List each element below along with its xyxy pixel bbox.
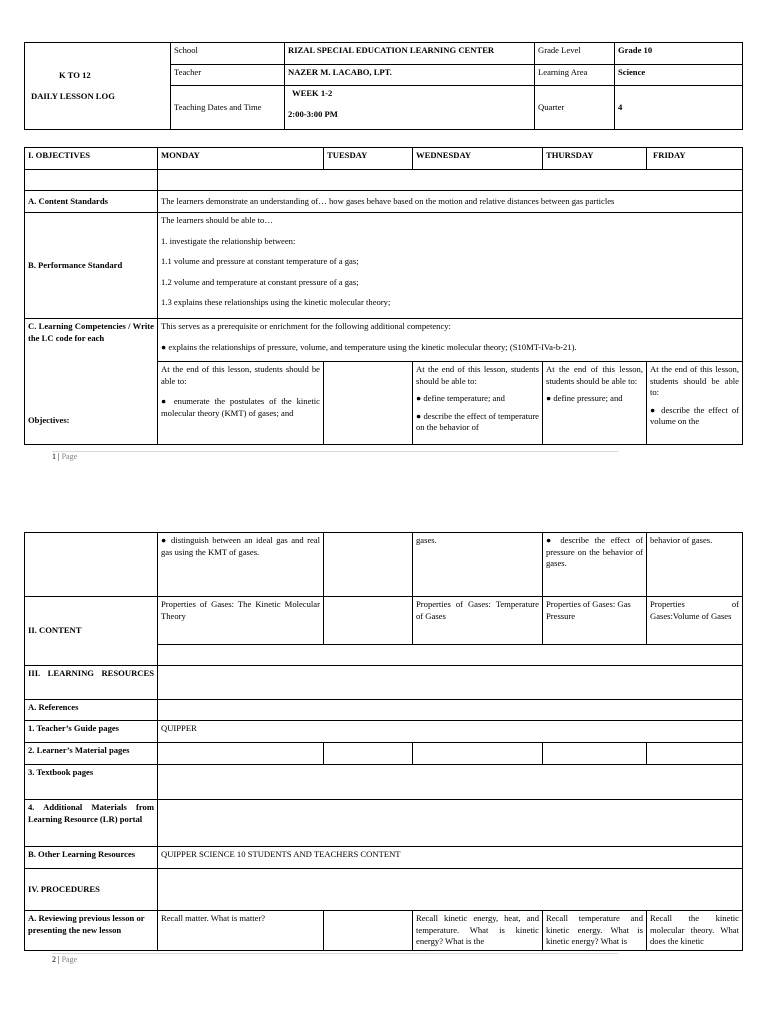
school-label: School: [171, 43, 285, 65]
objective-line: At the end of this lesson, students should be able to:: [161, 364, 320, 386]
header-table: [24, 42, 743, 130]
content-standards-text: The learners demonstrate an understanding of… how gases behave based on the motion and relative distances between gas particles: [158, 191, 743, 213]
references-value: [158, 700, 743, 721]
quarter-label: Quarter: [535, 86, 615, 130]
content-thursday: Properties of Gases: Gas Pressure: [543, 597, 647, 645]
other-resources-value: QUIPPER SCIENCE 10 STUDENTS AND TEACHERS CONTENT: [158, 847, 743, 869]
friday-objectives-cont: behavior of gases.: [647, 533, 743, 597]
learning-area-label: Learning Area: [535, 65, 615, 86]
procedures-label: IV. PROCEDURES: [25, 869, 158, 911]
performance-line: The learners should be able to…: [161, 215, 273, 225]
grade-level-label: Grade Level: [535, 43, 615, 65]
objective-line: ● define temperature; and: [416, 393, 505, 404]
page2-footer-line: [52, 953, 618, 954]
review-wednesday: Recall kinetic energy, heat, and temperature. What is kinetic energy? What is the: [413, 911, 543, 951]
learners-material-friday: [647, 743, 743, 765]
k-to-12-label: K TO 12: [59, 69, 91, 80]
teacher-value: NAZER M. LACABO, LPT.: [285, 65, 535, 86]
content-friday: Properties of Gases:Volume of Gases: [647, 597, 743, 645]
quarter-value: 4: [615, 86, 743, 130]
objective-line: At the end of this lesson, students should be able to:: [546, 364, 643, 386]
page1-footer: [52, 452, 77, 463]
learning-competencies-label: C. Learning Competencies / Write the LC code for each: [28, 321, 154, 343]
content-tuesday: [324, 597, 413, 645]
learners-material-tuesday: [324, 743, 413, 765]
learners-material-monday: [158, 743, 324, 765]
learning-competencies-cell: [25, 319, 158, 445]
blank-label-cell: [25, 170, 158, 191]
learners-material-wednesday: [413, 743, 543, 765]
competency-line: This serves as a prerequisite or enrichment for the following additional competency:: [161, 321, 451, 331]
page-label: Page: [61, 452, 78, 461]
day-header-tuesday: TUESDAY: [324, 148, 413, 170]
wednesday-objectives-cont: gases.: [413, 533, 543, 597]
daily-lesson-log-label: DAILY LESSON LOG: [31, 90, 115, 101]
page2-footer: [52, 955, 77, 966]
grade-level-value: Grade 10: [615, 43, 743, 65]
review-monday: Recall matter. What is matter?: [158, 911, 324, 951]
other-resources-label: B. Other Learning Resources: [25, 847, 158, 869]
teachers-guide-label: 1. Teacher’s Guide pages: [25, 721, 158, 743]
content-monday: Properties of Gases: The Kinetic Molecular Theory: [158, 597, 324, 645]
objective-line: At the end of this lesson, students should be able to:: [650, 364, 739, 398]
wednesday-objectives: [413, 362, 543, 445]
day-header-monday: MONDAY: [158, 148, 324, 170]
competency-line: ● explains the relationships of pressure, volume, and temperature using the kinetic molecular theory; (S10MT-IVa-b-21).: [161, 341, 577, 352]
title-cell: [25, 43, 171, 130]
tuesday-objectives-cont: [324, 533, 413, 597]
learning-resources-label: III. LEARNING RESOURCES: [25, 666, 158, 700]
performance-line: 1. investigate the relationship between:: [161, 235, 296, 246]
learning-competencies-text: [158, 319, 743, 362]
page-separator: |: [56, 452, 62, 461]
day-header-wednesday: WEDNESDAY: [413, 148, 543, 170]
content-blank-row: [158, 645, 743, 666]
objective-line: ● describe the effect of temperature on the behavior of: [416, 410, 539, 433]
textbook-pages-label: 3. Textbook pages: [25, 765, 158, 800]
performance-line: 1.3 explains these relationships using the kinetic molecular theory;: [161, 297, 391, 308]
week-value: WEEK 1-2: [292, 88, 333, 98]
performance-line: 1.1 volume and pressure at constant temperature of a gas;: [161, 256, 359, 267]
thursday-objectives: [543, 362, 647, 445]
review-friday: Recall the kinetic molecular theory. What does the kinetic: [647, 911, 743, 951]
learning-resources-value: [158, 666, 743, 700]
teacher-label: Teacher: [171, 65, 285, 86]
monday-objectives: [158, 362, 324, 445]
objective-line: ● describe the effect of volume on the: [650, 404, 739, 427]
objectives-heading: I. OBJECTIVES: [25, 148, 158, 170]
continuation-label-cell: [25, 533, 158, 597]
page-label: Page: [61, 955, 78, 964]
objective-line: At the end of this lesson, students should be able to:: [416, 364, 539, 386]
review-thursday: Recall temperature and kinetic energy. What is kinetic energy? What is: [543, 911, 647, 951]
content-standards-label: A. Content Standards: [25, 191, 158, 213]
content-wednesday: Properties of Gases: Temperature of Gases: [413, 597, 543, 645]
school-value: RIZAL SPECIAL EDUCATION LEARNING CENTER: [285, 43, 535, 65]
review-label: A. Reviewing previous lesson or presenting the new lesson: [25, 911, 158, 951]
page1-footer-line: [52, 451, 618, 452]
tuesday-objectives: [324, 362, 413, 445]
teaching-dates-label: Teaching Dates and Time: [171, 86, 285, 130]
objectives-label: Objectives:: [28, 415, 70, 425]
procedures-value: [158, 869, 743, 911]
monday-objectives-cont: ● distinguish between an ideal gas and real gas using the KMT of gases.: [158, 533, 324, 597]
objective-line: ● define pressure; and: [546, 393, 623, 404]
time-value: 2:00-3:00 PM: [288, 108, 338, 119]
day-header-thursday: THURSDAY: [543, 148, 647, 170]
textbook-pages-value: [158, 765, 743, 800]
review-tuesday: [324, 911, 413, 951]
thursday-objectives-cont: ● describe the effect of pressure on the behavior of gases.: [543, 533, 647, 597]
page-number: 2: [52, 955, 56, 964]
content-label: II. CONTENT: [25, 597, 158, 666]
learners-material-thursday: [543, 743, 647, 765]
page2-table: [24, 532, 743, 951]
performance-standard-label: B. Performance Standard: [25, 213, 158, 319]
additional-materials-label: 4. Additional Materials from Learning Resource (LR) portal: [25, 800, 158, 847]
teachers-guide-value: QUIPPER: [158, 721, 743, 743]
teaching-dates-value: [285, 86, 535, 130]
performance-standard-text: [158, 213, 743, 319]
additional-materials-value: [158, 800, 743, 847]
day-header-friday: FRIDAY: [647, 148, 743, 170]
references-label: A. References: [25, 700, 158, 721]
page-separator: |: [56, 955, 62, 964]
objectives-table: [24, 147, 743, 445]
learners-material-label: 2. Learner’s Material pages: [25, 743, 158, 765]
performance-line: 1.2 volume and temperature at constant pressure of a gas;: [161, 276, 359, 287]
learning-area-value: Science: [615, 65, 743, 86]
page-number: 1: [52, 452, 56, 461]
blank-row: [158, 170, 743, 191]
friday-objectives: [647, 362, 743, 445]
objective-line: ● enumerate the postulates of the kinetic molecular theory (KMT) of gases; and: [161, 396, 320, 418]
